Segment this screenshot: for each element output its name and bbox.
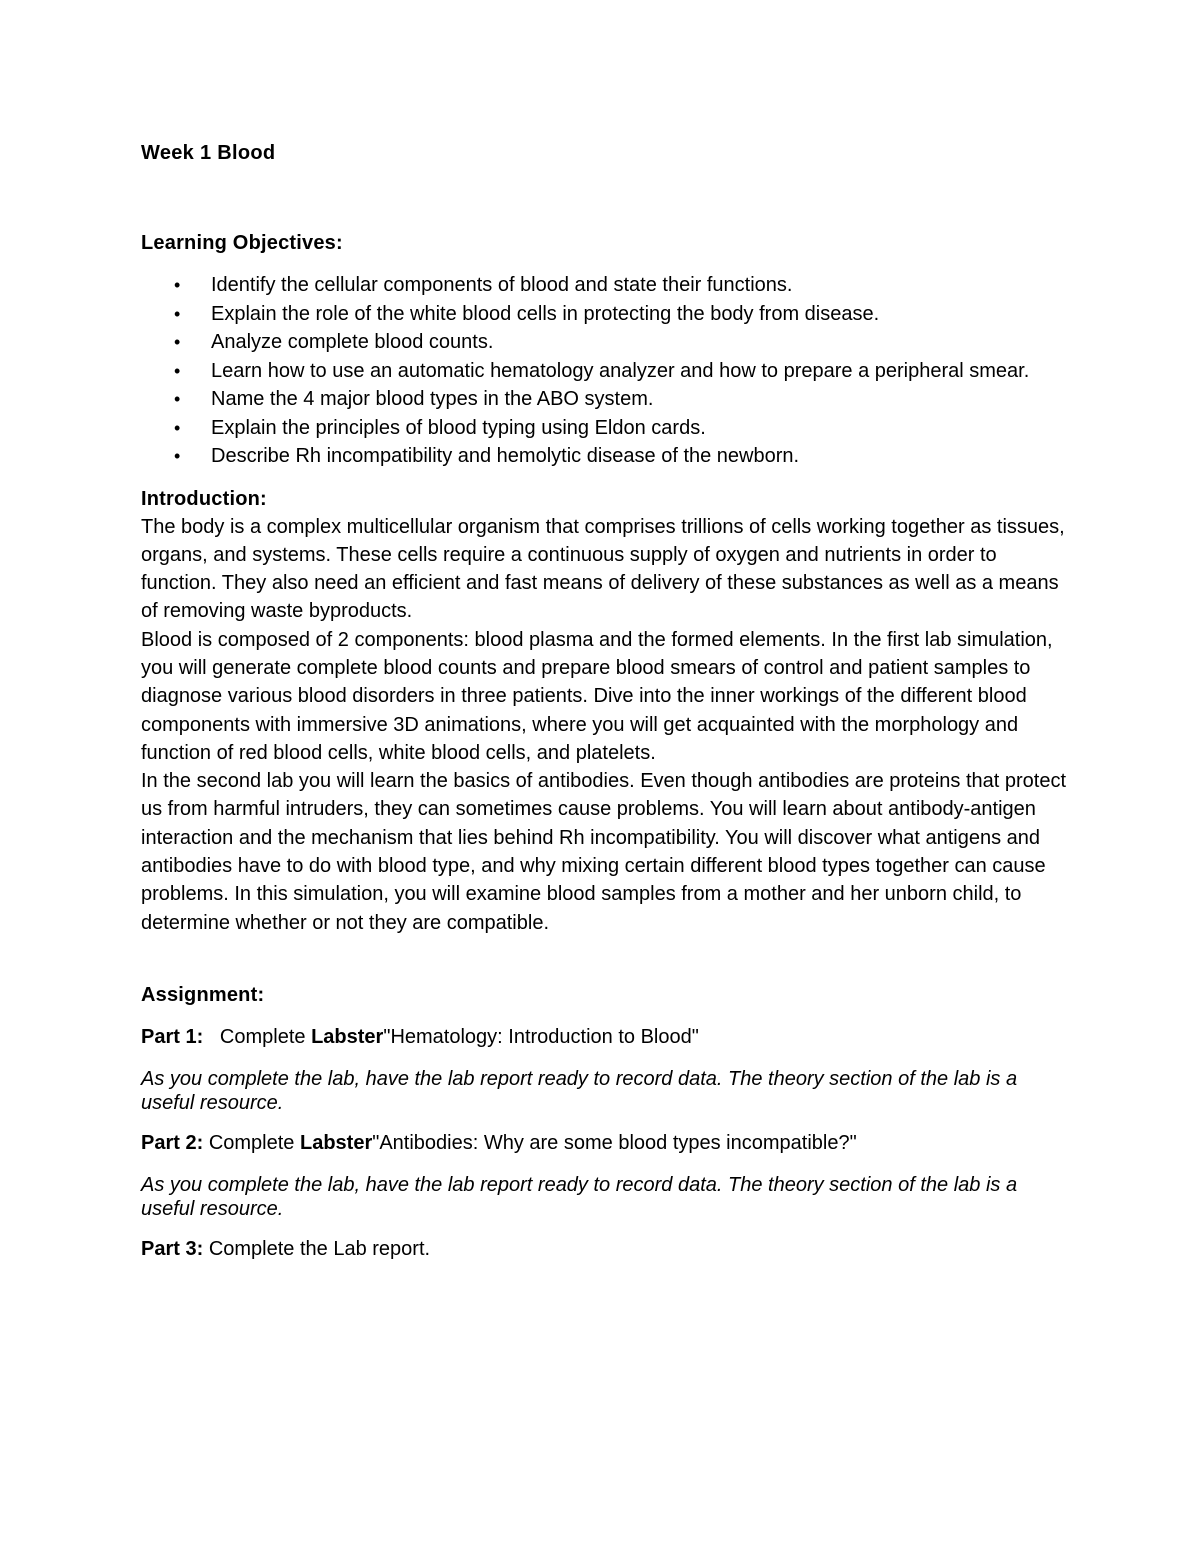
part-text: Complete xyxy=(208,1131,295,1154)
document-content xyxy=(141,139,1071,1263)
introduction-heading: Introduction: xyxy=(141,487,267,510)
learning-objectives-heading: Learning Objectives: xyxy=(141,232,343,254)
document-title: Week 1 Blood xyxy=(141,142,276,164)
assignment-part-1-note: As you complete the lab, have the lab report ready to record data. The theory section of the lab is a useful resource. xyxy=(141,1067,1018,1114)
bullet-icon: • xyxy=(174,275,181,295)
list-item xyxy=(141,300,1071,329)
part-text: Complete xyxy=(219,1025,306,1048)
objective-text: Explain the role of the white blood cells in protecting the body from disease. xyxy=(211,302,880,325)
list-item xyxy=(141,442,1071,471)
introduction-paragraph-1: The body is a complex multicellular organism that comprises trillions of cells working together as tissues, organs, and systems. These cells require a continuous supply of oxygen and nutrients in order to function. They also need an efficient and fast means of delivery of these substances as well as a means of removing waste byproducts. xyxy=(141,515,1065,623)
assignment-part-3 xyxy=(141,1235,1071,1263)
bullet-icon: • xyxy=(174,332,181,352)
list-item xyxy=(141,414,1071,443)
lab-title: "Antibodies: Why are some blood types incompatible?" xyxy=(372,1131,857,1154)
bullet-icon: • xyxy=(174,360,181,381)
bullet-icon: • xyxy=(174,303,181,324)
list-item xyxy=(141,271,1071,300)
objective-text: Name the 4 major blood types in the ABO system. xyxy=(211,388,654,410)
bullet-icon: • xyxy=(174,446,181,466)
list-item xyxy=(141,357,1071,386)
labster-brand: Labster xyxy=(311,1025,384,1048)
bullet-icon: • xyxy=(174,389,181,409)
list-item xyxy=(141,328,1071,357)
objective-text: Describe Rh incompatibility and hemolytic disease of the newborn. xyxy=(211,445,800,467)
assignment-part-1 xyxy=(141,1023,1071,1051)
bullet-icon: • xyxy=(174,417,181,438)
list-item xyxy=(141,385,1071,414)
introduction-paragraph-3: In the second lab you will learn the basics of antibodies. Even though antibodies are proteins that protect us from harmful intruders, they can sometimes cause problems. You will learn about antibody-antigen interaction and the mechanism that lies behind Rh incompatibility. You will discover what antigens and antibodies have to do with blood type, and why mixing certain different blood types together can cause problems. In this simulation, you will examine blood samples from a mother and her unborn child, to determine whether or not they are compatible. xyxy=(141,770,1067,934)
objective-text: Explain the principles of blood typing using Eldon cards. xyxy=(211,416,706,439)
assignment-part-2-note: As you complete the lab, have the lab report ready to record data. The theory section of the lab is a useful resource. xyxy=(141,1173,1018,1220)
assignment-part-2 xyxy=(141,1129,1071,1157)
part-label: Part 1: xyxy=(141,1025,204,1048)
introduction-paragraph-2: Blood is composed of 2 components: blood plasma and the formed elements. In the first lab simulation, you will generate complete blood counts and prepare blood smears of control and patient samples to diagnose various blood disorders in three patients. Dive into the inner workings of the different blood components with immersive 3D animations, where you will get acquainted with the morphology and function of red blood cells, white blood cells, and platelets. xyxy=(141,628,1053,764)
objective-text: Learn how to use an automatic hematology analyzer and how to prepare a peripheral smear. xyxy=(211,359,1030,382)
objective-text: Analyze complete blood counts. xyxy=(211,331,494,353)
objective-text: Identify the cellular components of blood and state their functions. xyxy=(211,274,793,296)
learning-objectives-list xyxy=(141,271,1071,471)
part-label: Part 2: xyxy=(141,1131,204,1154)
labster-brand: Labster xyxy=(299,1131,373,1154)
assignment-heading: Assignment: xyxy=(141,983,265,1006)
lab-title: "Hematology: Introduction to Blood" xyxy=(383,1025,699,1048)
part-label: Part 3: xyxy=(141,1237,204,1260)
part-text: Complete the Lab report. xyxy=(208,1237,431,1260)
